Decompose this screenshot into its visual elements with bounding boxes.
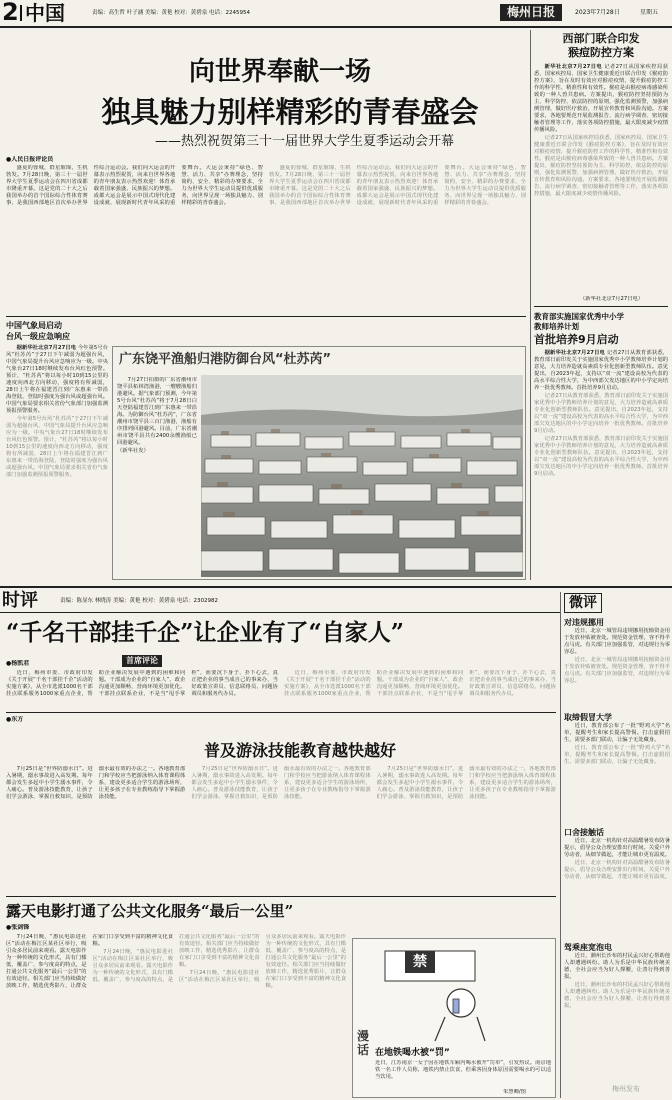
right-top-title-1: 西部门联合印发 — [562, 32, 640, 45]
wei-item-body — [564, 628, 670, 708]
photo-caption-box — [117, 377, 197, 577]
shiping-label: 时评 — [2, 590, 38, 611]
lead-title-1: 向世界奉献一场 — [188, 57, 371, 87]
photo-caption: 7月27日拍摄的广东省潮州市饶平县柘林湾渔港，一艘艘渔船归港避风。据气象部门预测，今年第5号台风“杜苏芮”将于7月28日白天登陆福建晋江到广东惠来一带沿海。为防御台风“杜苏芮”，广东省潮州市饶平县三百门渔港，渔船有序排列回港避风。目前，广东省潮州市饶平县共有2400余艘渔船已回港避风。 — [117, 377, 197, 446]
right-top-source: （新华社北京7月27日电） — [580, 296, 644, 302]
lead-paragraph: 盛夏的蓉城，群星璀璨，生机勃发。7月28日晚，第三十一届世界大学生夏季运动会在四川省成都市隆重开幕。这是党的二十大之后我国举办的首个国际综合性体育赛事，是我国西部地区首次举办世界性综合运动会。我们向大运会的开幕表示热烈祝贺，向来自世界各地的青年朋友表示热烈欢迎！体育承载着国家强盛、民族振兴的梦想。成都大运会是展示中国式现代化建设成就、展现新时代青年风采的重要舞台。大运会秉持“绿色、智慧、活力、共享”办赛理念，坚持简约、安全、精彩的办赛要求，全力为世界大学生运动员提供优质服务，向世界呈现一场独具魅力、别样精彩的青春盛会。 — [268, 165, 526, 206]
cartoon-credit: 朱慧卿/图 — [503, 1089, 526, 1095]
lead-body — [6, 165, 526, 310]
wei-item-text: 近日，北京一机构针对高温酷暑发布防暑提示，倡导公众合理安排出行时间。关爱户外劳动者，从细节做起，才能让城市更有温度。 — [564, 860, 670, 880]
wei-column — [564, 592, 670, 1098]
weather-title-1: 中国气象局启动 — [6, 321, 62, 330]
watermark: 梅州发布 — [612, 1085, 640, 1093]
wei-label-text: 微评 — [569, 595, 597, 611]
swim-source: ●东方 — [6, 716, 24, 723]
weather-dateline: 据新华社北京7月27日电 — [16, 345, 77, 351]
wei-item-text: 近日，潮州长沙布的村民孟兴好心帮助他人却遭遇纠纷。助人为乐是中华民族传统美德，全社会应当为好人撑腰，让善行得到善报。 — [564, 953, 670, 980]
wei-item-title: 驾乘座宽泡电 — [564, 943, 612, 952]
wei-item — [564, 617, 670, 708]
issue-weekday: 星期五 — [640, 9, 659, 16]
wei-item — [564, 712, 670, 823]
lead-title-2: 独具魅力别样精彩的青春盛会 — [101, 95, 479, 129]
lead-subtitle: ——热烈祝贺第三十一届世界大学生夏季运动会开幕 — [155, 134, 455, 149]
cartoon-caption-title: 在地铁喝水被“罚” — [375, 1048, 450, 1058]
page-number: 2 — [2, 0, 19, 25]
cartoon-side-label: 漫话 — [357, 1029, 370, 1057]
cinema-source: ●张剑锋 — [6, 924, 30, 931]
right-mid-body: 记者27日从教育部获悉，教育部日前印发关于实施国家优秀中小学教师培养计划的意见，大力培养造就高素质专业化创新型教师队伍。意见提出，自2023年起，支持以“双一流”建设高校为代表的高水平综合性大学，为中西部欠发达地区的中小学定向培养一批优秀教师。首批培养9月启动。 — [534, 350, 668, 391]
shiping-editors: 责编：陈显东 林晓涛 美编：黄艳 校对：黄碧泉 电话：2302982 — [60, 598, 218, 604]
wei-separator — [560, 592, 561, 1098]
wei-item — [564, 942, 670, 1049]
right-top-dateline: 新华社北京7月27日电 — [544, 64, 603, 70]
shiping-brand — [122, 655, 162, 667]
wei-item-text: 近日，北京一城管局违规挪用抚恤资金用于发放补贴被查处。规范资金管理，容不得半点马虎。有关部门应加强监管，对违规行为零容忍。 — [564, 657, 670, 684]
wei-item-text: 近日，潮州长沙布的村民孟兴好心帮助他人却遭遇纠纷。助人为乐是中华民族传统美德，全社会应当为好人撑腰，让善行得到善报。 — [564, 982, 670, 1009]
right-mid-title-3: 首批培养9月启动 — [534, 333, 619, 346]
cartoon-ban-sign — [405, 951, 435, 973]
shiping-paragraph: 近日，梅州市委、市政府印发《关于开展“千名干部挂千企”活动的实施方案》，从全市选派1000名干部挂点联系服务1000家重点企业，帮助企业解决发展中遇到的困难和问题。干部成为企业的“自家人”，政企沟通更加顺畅，营商环境更加优化。干部挂点联系企业，不是当“甩手掌柜”，而要沉下身子、扑下心去，真正把企业的事当成自己的事来办，当好政策宣讲员、信息联络员、问题协调员和服务代办员。 — [283, 670, 556, 697]
shiping-headline: “千名干部挂千企”让企业有了“自家人” — [6, 619, 404, 646]
lead-source: ●人民日报评论员 — [6, 156, 54, 163]
weather-article — [6, 320, 108, 582]
right-mid-dateline: 据新华社北京7月27日电 — [544, 350, 605, 356]
column-separator — [530, 30, 531, 580]
wei-item-title: 取缔假冒大学 — [564, 713, 612, 722]
wei-item-text: 近日，教育部公布了一批“野鸡大学”名单，提醒考生和家长提高警惕。打击虚假招生，需要多部门联动，让骗子无处藏身。 — [564, 745, 670, 765]
swim-paragraph: 7月25日是“世界防溺水日”。进入暑期，溺水事故进入高发期。每年都会发生多起中小学生溺水事件，令人痛心。普及游泳技能教育，让孩子们学会游泳、掌握自救知识，是预防溺水最有效的办法之一。各地教育部门和学校应当把游泳纳入体育课程体系，建设更多适合学生的游泳场所，让更多孩子在专业教练指导下掌握游泳技能。 — [376, 766, 556, 800]
lead-paragraph: 盛夏的蓉城，群星璀璨，生机勃发。7月28日晚，第三十一届世界大学生夏季运动会在四川省成都市隆重开幕。这是党的二十大之后我国举办的首个国际综合性体育赛事，是我国西部地区首次举办世界性综合运动会。我们向大运会的开幕表示热烈祝贺，向来自世界各地的青年朋友表示热烈欢迎！体育承载着国家强盛、民族振兴的梦想。成都大运会是展示中国式现代化建设成就、展现新时代青年风采的重要舞台。大运会秉持“绿色、智慧、活力、共享”办赛理念，坚持简约、安全、精彩的办赛要求，全力为世界大学生运动员提供优质服务，向世界呈现一场独具魅力、别样精彩的青春盛会。 — [6, 165, 263, 206]
shiping-paragraph: 近日，梅州市委、市政府印发《关于开展“千名干部挂千企”活动的实施方案》，从全市选派1000名干部挂点联系服务1000家重点企业，帮助企业解决发展中遇到的困难和问题。干部成为企业的“自家人”，政企沟通更加顺畅，营商环境更加优化。干部挂点联系企业，不是当“甩手掌柜”，而要沉下身子、扑下心去，真正把企业的事当成自己的事来办，当好政策宣讲员、信息联络员、问题协调员和服务代办员。 — [6, 670, 278, 697]
wei-item-text: 近日，北京一机构针对高温酷暑发布防暑提示，倡导公众合理安排出行时间。关爱户外劳动者，从细节做起，才能让城市更有温度。 — [564, 838, 670, 858]
section-bar-rule — [0, 586, 672, 588]
weather-body: 今年第5号台风“杜苏芮”于27日下午减弱为超强台风，中国气象局提升台风应急响应为一级。中央气象台27日18时继续发布台风红色预警。预计，“杜苏芮”将以每小时10到15公里的速度向西北方向移动，强度将有所减弱，28日上午将在福建晋江到广东惠来一带沿海登陆，登陆时强度为强台风或超强台风。中国气象局要求相关省份气象部门加强监测预报预警服务。 — [6, 345, 108, 414]
cinema-body — [6, 934, 346, 1094]
ban-sign-text: 禁 — [413, 954, 427, 970]
masthead-divider — [20, 5, 22, 21]
swim-headline: 普及游泳技能教育越快越好 — [203, 741, 396, 760]
wei-item-text: 近日，教育部公布了一批“野鸡大学”名单，提醒考生和家长提高警惕。打击虚假招生，需要多部门联动，让骗子无处藏身。 — [564, 723, 670, 743]
cinema-paragraph: 7月24日晚，“惠民电影进社区”活动在梅江区某社区举行，吸引众多居民前来观看。露天电影作为一种传统的文化形式，具有门槛低、覆盖广、参与度高的特点，是打通公共文化服务“最后一公里”的有效途径。相关部门应当持续做好放映工作，精选优秀影片，让群众在家门口享受到丰富的精神文化食粮。 — [92, 934, 260, 983]
right-top-body-cont: 记者27日从国家疾控局获悉，国家疾控局、国家卫生健康委近日联合印发《猴痘防控方案》，旨在及时有效应对猴痘疫情，提升猴痘防控工作的科学性、精准性和有效性。猴痘是由猴痘病毒感染所致的一种人兽共患病。方案提出，猴痘防控坚持预防为主、科学防控、依法防控的原则，强化监测预警，加强病例管理，做好医疗救治，开展宣传教育和风险沟通。方案要求，各地要规范开展监测报告、流行病学调查、密切接触者管理等工作，落实各项防控措施，最大限度减少疫情传播风险。 — [534, 135, 668, 197]
wei-item-body — [564, 838, 670, 938]
swim-body — [6, 766, 556, 892]
right-top-body: 记者27日从国家疾控局获悉，国家疾控局、国家卫生健康委近日联合印发《猴痘防控方案》，旨在及时有效应对猴痘疫情，提升猴痘防控工作的科学性、精准性和有效性。猴痘是由猴痘病毒感染所致的一种人兽共患病。方案提出，猴痘防控坚持预防为主、科学防控、依法防控的原则，强化监测预警，加强病例管理，做好医疗救治，开展宣传教育和风险沟通。方案要求，各地要规范开展监测报告、流行病学调查、密切接触者管理等工作，落实各项防控措施，最大限度减少疫情传播风险。 — [534, 64, 668, 133]
photo-credit: （新华社发） — [117, 448, 149, 454]
swim-bottom-rule — [6, 896, 556, 897]
right-mid-article — [534, 312, 668, 580]
cinema-paragraph: 7月24日晚，“惠民电影进社区”活动在梅江区某社区举行，吸引众多居民前来观看。露天电影作为一种传统的文化形式，具有门槛低、覆盖广、参与度高的特点，是打通公共文化服务“最后一公里”的有效途径。相关部门应当持续做好放映工作，精选优秀影片，让群众在家门口享受到丰富的精神文化食粮。 — [179, 934, 346, 989]
right-divider — [534, 306, 668, 307]
paper-logo — [500, 4, 562, 21]
section-bar-rule-2 — [0, 612, 560, 613]
swim-paragraph: 7月25日是“世界防溺水日”。进入暑期，溺水事故进入高发期。每年都会发生多起中小学生溺水事件，令人痛心。普及游泳技能教育，让孩子们学会游泳、掌握自救知识，是预防溺水最有效的办法之一。各地教育部门和学校应当把游泳纳入体育课程体系，建设更多适合学生的游泳场所，让更多孩子在专业教练指导下掌握游泳技能。 — [6, 766, 186, 800]
swim-paragraph: 7月25日是“世界防溺水日”。进入暑期，溺水事故进入高发期。每年都会发生多起中小学生溺水事件，令人痛心。普及游泳技能教育，让孩子们学会游泳、掌握自救知识，是预防溺水最有效的办法之一。各地教育部门和学校应当把游泳纳入体育课程体系，建设更多适合学生的游泳场所，让更多孩子在专业教练指导下掌握游泳技能。 — [191, 766, 371, 800]
masthead — [0, 0, 672, 26]
photo-title: 广东饶平渔船归港防御台风“杜苏芮” — [119, 352, 332, 367]
wei-item-title: 对违规挪用 — [564, 618, 604, 627]
harbor-boats-illustration — [201, 375, 523, 577]
right-mid-title-2: 教师培养计划 — [534, 322, 579, 331]
issue-date: 2023年7月28日 — [575, 9, 620, 16]
masthead-rule — [0, 26, 672, 28]
cartoon-caption: 近日，江苏南京一女子因在地铁车厢内喝水被开“罚单”，引发热议。南京地铁一名工作人员称，地铁内禁止饮食，但乘客因身体原因需要喝水的可以适当饮用。 — [375, 1060, 551, 1080]
shiping-bottom-rule — [6, 712, 556, 713]
weather-title-2: 台风一级应急响应 — [6, 332, 70, 341]
shiping-brand-label: 首席评论 — [126, 656, 158, 665]
right-mid-body-cont: 记者27日从教育部获悉，教育部日前印发关于实施国家优秀中小学教师培养计划的意见，大力培养造就高素质专业化创新型教师队伍。意见提出，自2023年起，支持以“双一流”建设高校为代表的高水平综合性大学，为中西部欠发达地区的中小学定向培养一批优秀教师。首批培养9月启动。 — [534, 436, 668, 477]
cartoon-block — [352, 938, 556, 1098]
wei-item-body — [564, 723, 670, 823]
wei-label — [564, 593, 602, 613]
lead-bottom-rule — [6, 316, 526, 317]
weather-body-cont: 今年第5号台风“杜苏芮”于27日下午减弱为超强台风，中国气象局提升台风应急响应为一级。中央气象台27日18时继续发布台风红色预警。预计，“杜苏芮”将以每小时10到15公里的速度向西北方向移动，强度将有所减弱，28日上午将在福建晋江到广东惠来一带沿海登陆，登陆时强度为强台风或超强台风。中国气象局要求相关省份气象部门加强监测预报预警服务。 — [6, 416, 108, 478]
cinema-headline: 露天电影打通了公共文化服务“最后一公里” — [6, 902, 294, 920]
wei-item-title: 口舍接触话 — [564, 828, 604, 837]
right-top-title-2: 猴痘防控方案 — [568, 46, 634, 59]
cinema-paragraph: 7月24日晚，“惠民电影进社区”活动在梅江区某社区举行，吸引众多居民前来观看。露天电影作为一种传统的文化形式，具有门槛低、覆盖广、参与度高的特点，是打通公共文化服务“最后一公里”的有效途径。相关部门应当持续做好放映工作，精选优秀影片，让群众在家门口享受到丰富的精神文化食粮。 — [6, 934, 173, 989]
right-mid-title-1: 教育部实施国家优秀中小学 — [534, 312, 624, 321]
right-top-article — [534, 32, 668, 297]
masthead-editors: 责编：高生哲 叶子涵 美编：黄艳 校对：黄碧泉 电话：2245954 — [92, 10, 250, 16]
section-name: 中国 — [25, 1, 65, 25]
shiping-body — [6, 670, 556, 710]
photo-block — [112, 346, 526, 580]
wei-item-text: 近日，北京一城管局违规挪用抚恤资金用于发放补贴被查处。规范资金管理，容不得半点马虎。有关部门应加强监管，对违规行为零容忍。 — [564, 628, 670, 655]
cartoon-illustration — [375, 943, 505, 1043]
shiping-source: ●杨凯君 — [6, 660, 30, 667]
paper-name: 梅州日报 — [506, 5, 555, 19]
right-mid-body-cont: 记者27日从教育部获悉，教育部日前印发关于实施国家优秀中小学教师培养计划的意见，大力培养造就高素质专业化创新型教师队伍。意见提出，自2023年起，支持以“双一流”建设高校为代表的高水平综合性大学，为中西部欠发达地区的中小学定向培养一批优秀教师。首批培养9月启动。 — [534, 393, 668, 434]
wei-item — [564, 827, 670, 938]
wei-item-body — [564, 953, 670, 1049]
harbor-photo — [201, 375, 523, 577]
